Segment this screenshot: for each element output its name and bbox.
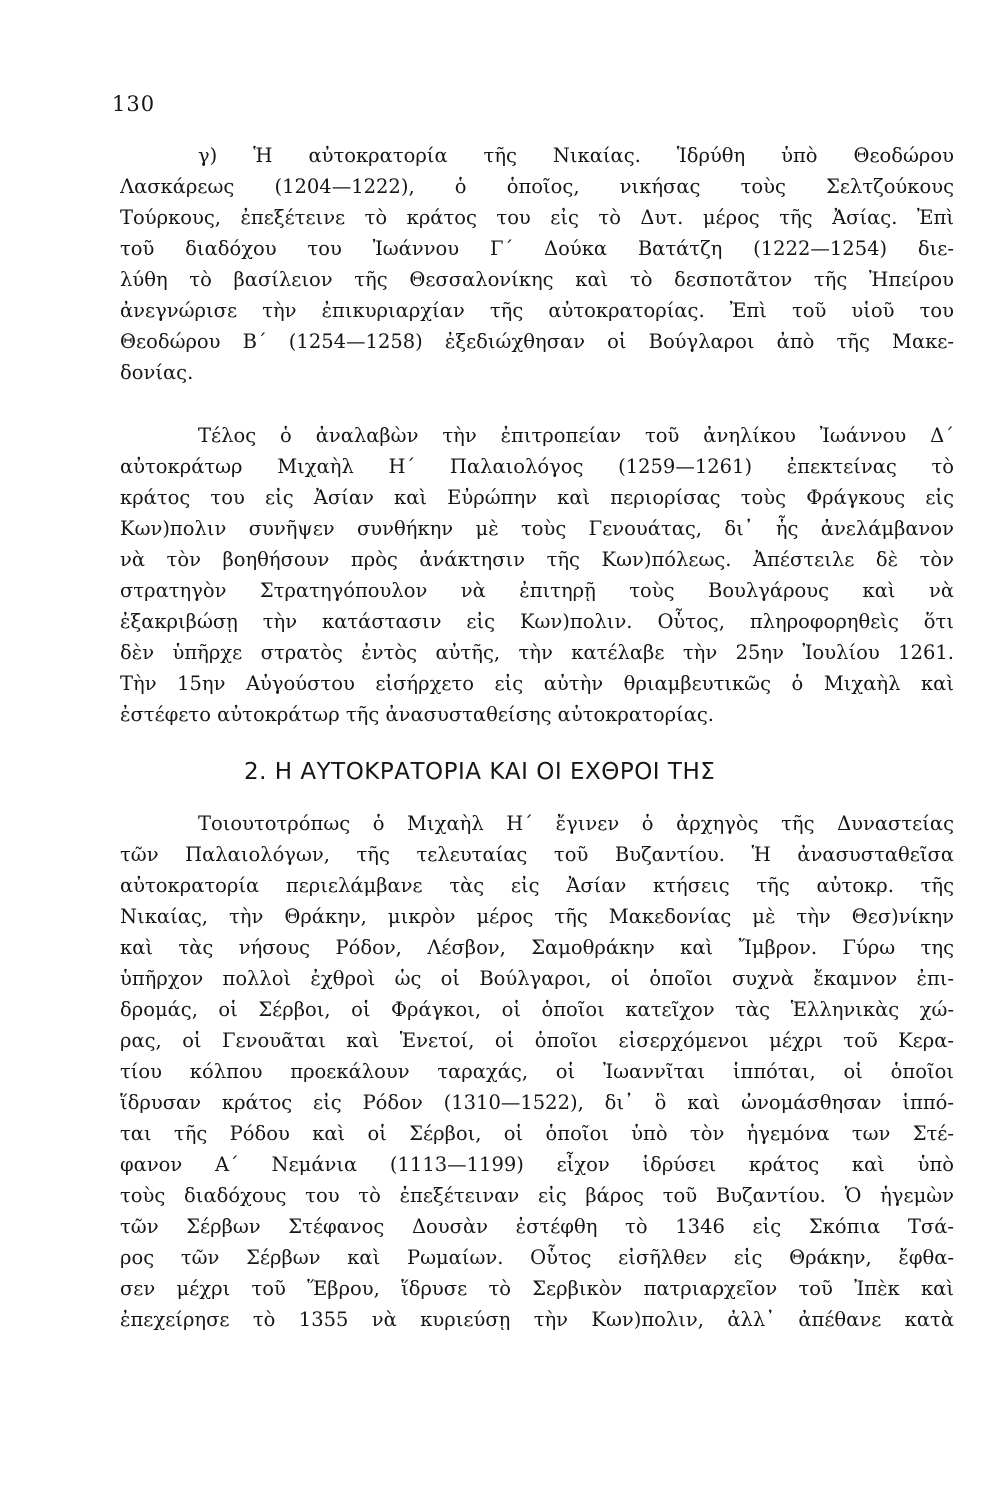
page-number: 130: [112, 92, 156, 116]
text-line: ἐξακριβώσῃ τὴν κατάστασιν εἰς Κων)πολιν. Οὗτος, πληροφορηθεὶς ὅτι: [120, 610, 954, 633]
text-line: νὰ τὸν βοηθήσουν πρὸς ἀνάκτησιν τῆς Κων)πόλεως. Ἀπέστειλε δὲ τὸν: [120, 548, 954, 571]
text-line: καὶ τὰς νήσους Ρόδον, Λέσβον, Σαμοθράκην καὶ Ἴμβρον. Γύρω της: [120, 936, 954, 959]
text-line: γ) Ἡ αὐτοκρατορία τῆς Νικαίας. Ἱδρύθη ὑπὸ Θεοδώρου: [198, 144, 954, 167]
text-line: ται τῆς Ρόδου καὶ οἱ Σέρβοι, οἱ ὁποῖοι ὑπὸ τὸν ἡγεμόνα των Στέ-: [120, 1122, 954, 1145]
text-line: ἐπεχείρησε τὸ 1355 νὰ κυριεύσῃ τὴν Κων)πολιν, ἀλλ᾽ ἀπέθανε κατὰ: [120, 1308, 954, 1331]
text-line: τῶν Σέρβων Στέφανος Δουσὰν ἐστέφθη τὸ 1346 εἰς Σκόπια Τσά-: [120, 1215, 954, 1238]
text-line: Τὴν 15ην Αὐγούστου εἰσήρχετο εἰς αὐτὴν θριαμβευτικῶς ὁ Μιχαὴλ καὶ: [120, 672, 954, 695]
text-line: τῶν Παλαιολόγων, τῆς τελευταίας τοῦ Βυζαντίου. Ἡ ἀνασυσταθεῖσα: [120, 843, 954, 866]
text-line: ὑπῆρχον πολλοὶ ἐχθροὶ ὡς οἱ Βούλγαροι, οἱ ὁποῖοι συχνὰ ἔκαμνον ἐπι-: [120, 967, 954, 990]
text-line: κράτος του εἰς Ἀσίαν καὶ Εὐρώπην καὶ περιορίσας τοὺς Φράγκους εἰς: [120, 486, 954, 509]
text-line: ἀνεγνώρισε τὴν ἐπικυριαρχίαν τῆς αὐτοκρατορίας. Ἐπὶ τοῦ υἱοῦ του: [120, 299, 954, 322]
section-heading: 2. Η ΑΥΤΟΚΡΑΤΟΡΙΑ ΚΑΙ ΟΙ ΕΧΘΡΟΙ ΤΗΣ: [244, 759, 716, 785]
text-line: δὲν ὑπῆρχε στρατὸς ἐντὸς αὐτῆς, τὴν κατέλαβε τὴν 25ην Ἰουλίου 1261.: [120, 641, 954, 664]
text-line: τίου κόλπου προεκάλουν ταραχάς, οἱ Ἰωαννῖται ἱππόται, οἱ ὁποῖοι: [120, 1060, 954, 1083]
text-line: ἐστέφετο αὐτοκράτωρ τῆς ἀνασυσταθείσης αὐτοκρατορίας.: [120, 703, 714, 726]
section-gamma-nicaea: [120, 140, 954, 388]
text-line: δονίας.: [120, 361, 194, 384]
text-line: Κων)πολιν συνῆψεν συνθήκην μὲ τοὺς Γενουάτας, δι᾽ ἧς ἀνελάμβανον: [120, 517, 954, 540]
text-line: ρας, οἱ Γενουᾶται καὶ Ἑνετοί, οἱ ὁποῖοι εἰσερχόμενοι μέχρι τοῦ Κερα-: [120, 1029, 954, 1052]
text-line: ἵδρυσαν κράτος εἰς Ρόδον (1310—1522), δι᾽ ὃ καὶ ὠνομάσθησαν ἱππό-: [120, 1091, 954, 1114]
text-line: Τέλος ὁ ἀναλαβὼν τὴν ἐπιτροπείαν τοῦ ἀνηλίκου Ἰωάννου Δ΄: [198, 424, 954, 447]
text-line: Λασκάρεως (1204—1222), ὁ ὁποῖος, νικήσας τοὺς Σελτζούκους: [120, 175, 954, 198]
text-line: Νικαίας, τὴν Θράκην, μικρὸν μέρος τῆς Μακεδονίας μὲ τὴν Θεσ)νίκην: [120, 905, 954, 928]
text-line: ρος τῶν Σέρβων καὶ Ρωμαίων. Οὗτος εἰσῆλθεν εἰς Θράκην, ἔφθα-: [120, 1246, 954, 1269]
text-line: αὐτοκράτωρ Μιχαὴλ Η΄ Παλαιολόγος (1259—1261) ἐπεκτείνας τὸ: [120, 455, 954, 478]
text-line: στρατηγὸν Στρατηγόπουλον νὰ ἐπιτηρῇ τοὺς Βουλγάρους καὶ νὰ: [120, 579, 954, 602]
text-line: τοὺς διαδόχους του τὸ ἐπεξέτειναν εἰς βάρος τοῦ Βυζαντίου. Ὁ ἡγεμὼν: [120, 1184, 954, 1207]
paragraph-michael-palaiologos: [120, 420, 954, 730]
text-line: Θεοδώρου Β΄ (1254—1258) ἐξεδιώχθησαν οἱ Βούγλαροι ἀπὸ τῆς Μακε-: [120, 330, 954, 353]
text-line: φανον Α΄ Νεμάνια (1113—1199) εἶχον ἱδρύσει κράτος καὶ ὑπὸ: [120, 1153, 954, 1176]
text-line: τοῦ διαδόχου του Ἰωάννου Γ΄ Δούκα Βατάτζη (1222—1254) διε-: [120, 237, 954, 260]
section-two-body: [120, 808, 954, 1335]
text-line: λύθη τὸ βασίλειον τῆς Θεσσαλονίκης καὶ τὸ δεσποτᾶτον τῆς Ἠπείρου: [120, 268, 954, 291]
text-line: δρομάς, οἱ Σέρβοι, οἱ Φράγκοι, οἱ ὁποῖοι κατεῖχον τὰς Ἑλληνικὰς χώ-: [120, 998, 954, 1021]
text-line: Τοιουτοτρόπως ὁ Μιχαὴλ Η΄ ἔγινεν ὁ ἀρχηγὸς τῆς Δυναστείας: [198, 812, 954, 835]
text-line: αὐτοκρατορία περιελάμβανε τὰς εἰς Ἀσίαν κτήσεις τῆς αὐτοκρ. τῆς: [120, 874, 954, 897]
text-line: σεν μέχρι τοῦ Ἕβρου, ἵδρυσε τὸ Σερβικὸν πατριαρχεῖον τοῦ Ἰπὲκ καὶ: [120, 1277, 954, 1300]
text-line: Τούρκους, ἐπεξέτεινε τὸ κράτος του εἰς τὸ Δυτ. μέρος τῆς Ἀσίας. Ἐπὶ: [120, 206, 954, 229]
